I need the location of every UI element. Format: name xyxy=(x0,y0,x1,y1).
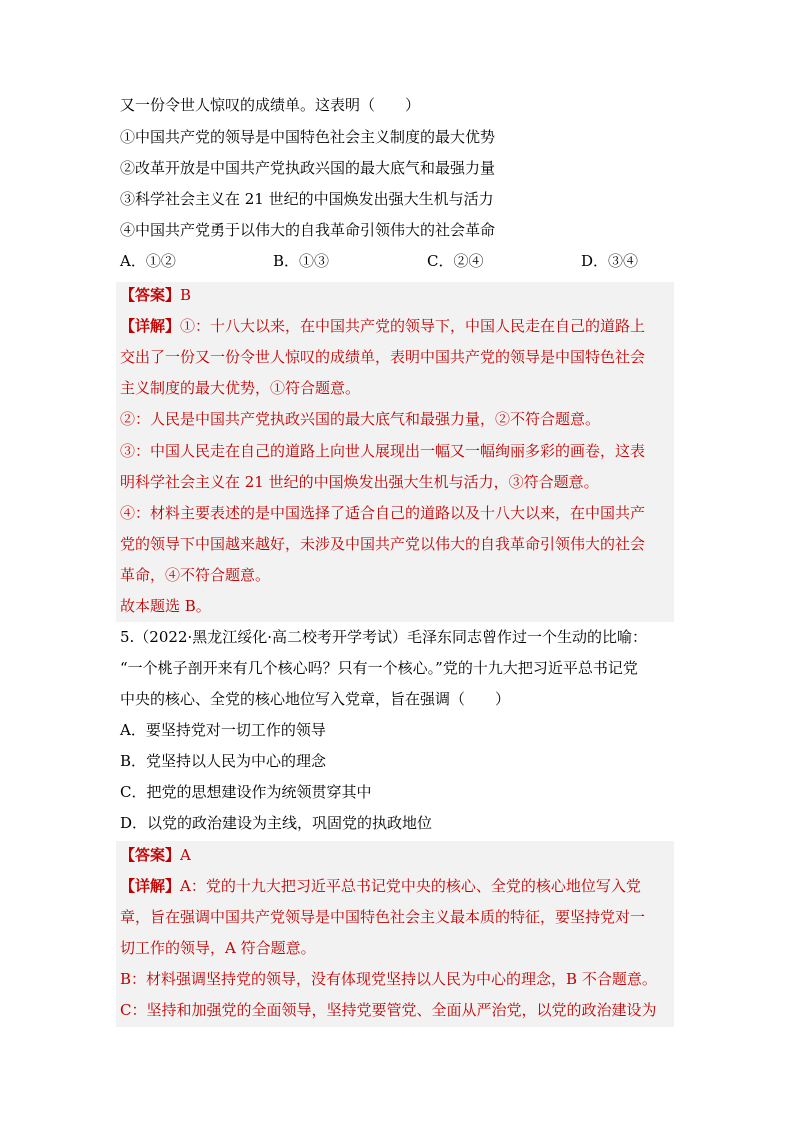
detail-text: ①：十八大以来，在中国共产党的领导下，中国人民走在自己的道路上 xyxy=(180,317,646,335)
choice-b: B．①③ xyxy=(273,252,330,270)
detail-line-1 xyxy=(120,876,641,896)
choice-row xyxy=(120,251,680,271)
answer-tag: 【答案】 xyxy=(120,846,181,864)
detail-line-5: ③：中国人民走在自己的道路上向世人展现出一幅又一幅绚丽多彩的画卷，这表 xyxy=(120,442,646,460)
answer-value: A xyxy=(180,846,191,864)
question-stem-tail: 又一份令世人惊叹的成绩单。这表明（ ） xyxy=(120,96,421,114)
statement-item-2: ②改革开放是中国共产党执政兴国的最大底气和最强力量 xyxy=(120,159,496,177)
answer-line xyxy=(120,845,191,865)
choice-d: D．③④ xyxy=(581,252,639,270)
question-5-stem-3: 中央的核心、全党的核心地位写入党章，旨在强调（ ） xyxy=(120,690,511,708)
detail-line-2: 交出了一份又一份令世人惊叹的成绩单，表明中国共产党的领导是中国特色社会 xyxy=(120,348,646,366)
statement-item-4: ④中国共产党勇于以伟大的自我革命引领伟大的社会革命 xyxy=(120,221,496,239)
option-c: C．把党的思想建设作为统领贯穿其中 xyxy=(120,783,372,801)
option-b: B．党坚持以人民为中心的理念 xyxy=(120,752,327,770)
detail-tag: 【详解】 xyxy=(120,317,181,335)
detail-line-9: 革命，④不符合题意。 xyxy=(120,566,271,584)
statement-item-3: ③科学社会主义在 21 世纪的中国焕发出强大生机与活力 xyxy=(120,190,494,208)
detail-line-5: C：坚持和加强党的全面领导，坚持党要管党、全面从严治党，以党的政治建设为 xyxy=(120,1001,657,1019)
answer-block-q4 xyxy=(116,282,674,622)
detail-tag: 【详解】 xyxy=(120,877,181,895)
detail-line-4: B：材料强调坚持党的领导，没有体现党坚持以人民为中心的理念，B 不合题意。 xyxy=(120,970,657,988)
answer-value: B xyxy=(180,286,192,304)
question-5-stem-1: 5.（2022·黑龙江绥化·高二校考开学考试）毛泽东同志曾作过一个生动的比喻： xyxy=(120,628,648,646)
detail-line-4: ②：人民是中国共产党执政兴国的最大底气和最强力量，②不符合题意。 xyxy=(120,410,601,428)
detail-line-3: 主义制度的最大优势，①符合题意。 xyxy=(120,379,361,397)
question-5-stem-2: “一个桃子剖开来有几个核心吗？只有一个核心。”党的十九大把习近平总书记党 xyxy=(120,659,638,677)
detail-line-2: 章，旨在强调中国共产党领导是中国特色社会主义最本质的特征，要坚持党对一 xyxy=(120,908,646,926)
answer-block-q5 xyxy=(116,841,674,1027)
detail-line-6: 明科学社会主义在 21 世纪的中国焕发出强大生机与活力，③符合题意。 xyxy=(120,473,599,491)
detail-text: A：党的十九大把习近平总书记党中央的核心、全党的核心地位写入党 xyxy=(180,877,641,895)
detail-line-7: ④：材料主要表述的是中国选择了适合自己的道路以及十八大以来，在中国共产 xyxy=(120,504,646,522)
detail-line-8: 党的领导下中国越来越好，未涉及中国共产党以伟大的自我革命引领伟大的社会 xyxy=(120,535,646,553)
answer-line xyxy=(120,285,191,305)
detail-line-10: 故本题选 B。 xyxy=(120,597,211,615)
option-a: A．要坚持党对一切工作的领导 xyxy=(120,721,326,739)
answer-tag: 【答案】 xyxy=(120,286,181,304)
choice-c: C．②④ xyxy=(427,252,484,270)
detail-line-3: 切工作的领导，A 符合题意。 xyxy=(120,939,316,957)
choice-a: A．①② xyxy=(120,252,176,270)
statement-item-1: ①中国共产党的领导是中国特色社会主义制度的最大优势 xyxy=(120,128,496,146)
option-d: D．以党的政治建设为主线，巩固党的执政地位 xyxy=(120,814,433,832)
detail-line-1 xyxy=(120,316,645,336)
